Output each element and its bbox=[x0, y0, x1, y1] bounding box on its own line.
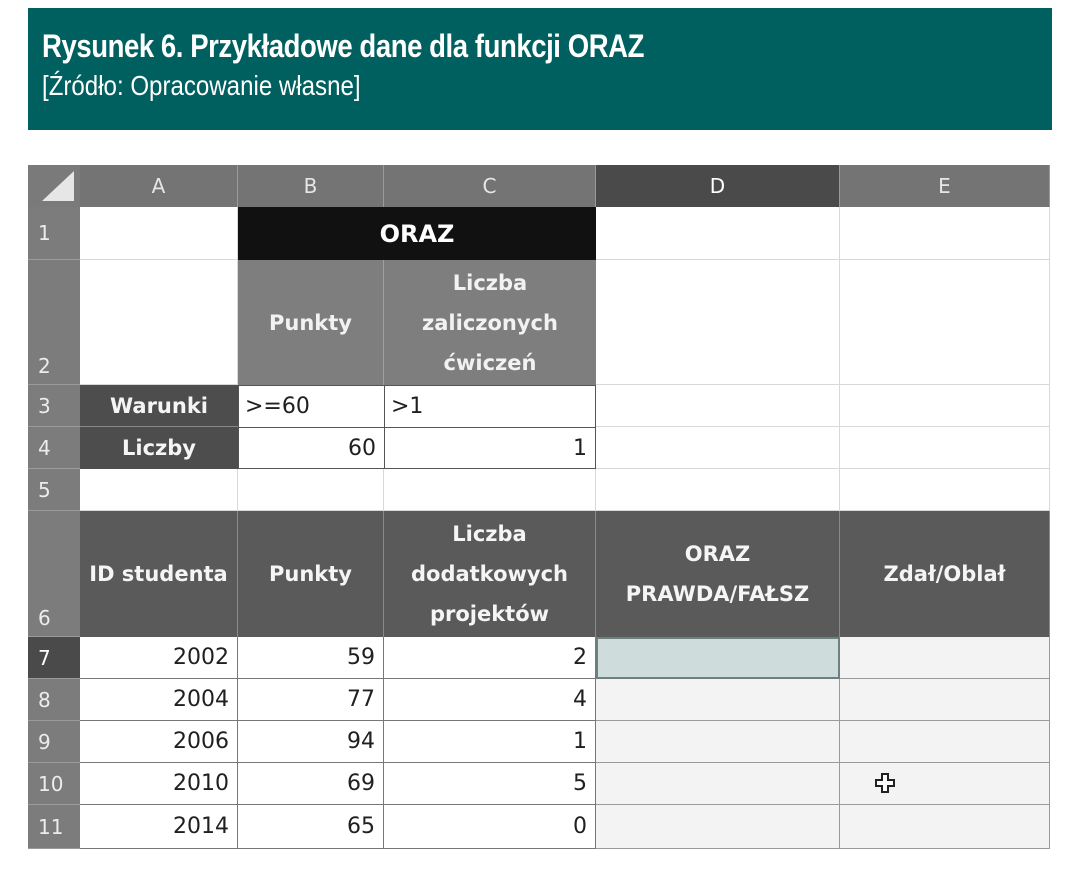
cell-e1[interactable] bbox=[840, 207, 1050, 260]
table-cell-projekty[interactable]: 0 bbox=[384, 805, 596, 849]
table-cell-oraz[interactable] bbox=[596, 805, 840, 849]
select-all-corner[interactable] bbox=[28, 165, 80, 207]
column-header-a[interactable]: A bbox=[80, 165, 238, 207]
criteria-condition-punkty[interactable]: >=60 bbox=[238, 385, 385, 428]
row-header-3[interactable]: 3 bbox=[28, 385, 80, 427]
table-cell-zdal-oblal[interactable] bbox=[840, 763, 1050, 805]
table-header-punkty[interactable]: Punkty bbox=[238, 511, 384, 637]
row-header-7[interactable]: 7 bbox=[28, 637, 80, 679]
header-line: Liczba bbox=[452, 522, 527, 546]
cell-d4[interactable] bbox=[596, 427, 840, 469]
cell-e3[interactable] bbox=[840, 385, 1050, 427]
table-header-id-studenta[interactable]: ID studenta bbox=[80, 511, 238, 637]
header-line: Liczba bbox=[452, 270, 528, 295]
header-line: dodatkowych bbox=[410, 562, 569, 586]
table-cell-id[interactable]: 2004 bbox=[80, 679, 238, 721]
table-cell-id[interactable]: 2006 bbox=[80, 721, 238, 763]
criteria-title-oraz[interactable]: ORAZ bbox=[238, 207, 596, 260]
table-cell-punkty[interactable]: 77 bbox=[238, 679, 384, 721]
cell-c5[interactable] bbox=[384, 469, 596, 511]
table-cell-zdal-oblal[interactable] bbox=[840, 679, 1050, 721]
table-cell-id[interactable]: 2014 bbox=[80, 805, 238, 849]
row-header-6[interactable]: 6 bbox=[28, 511, 80, 637]
criteria-label-liczby[interactable]: Liczby bbox=[80, 427, 238, 469]
figure-banner bbox=[28, 8, 1052, 130]
header-line: ORAZ bbox=[684, 542, 751, 566]
column-header-b[interactable]: B bbox=[238, 165, 384, 207]
table-cell-punkty[interactable]: 94 bbox=[238, 721, 384, 763]
table-cell-id[interactable]: 2010 bbox=[80, 763, 238, 805]
table-cell-projekty[interactable]: 5 bbox=[384, 763, 596, 805]
table-cell-punkty[interactable]: 65 bbox=[238, 805, 384, 849]
active-cell-d7[interactable] bbox=[596, 637, 840, 679]
criteria-value-punkty[interactable]: 60 bbox=[238, 427, 385, 469]
header-line: projektów bbox=[429, 602, 550, 626]
column-header-c[interactable]: C bbox=[384, 165, 596, 207]
cell-e4[interactable] bbox=[840, 427, 1050, 469]
cell-e2[interactable] bbox=[840, 260, 1050, 385]
cell-a5[interactable] bbox=[80, 469, 238, 511]
header-line: PRAWDA/FAŁSZ bbox=[625, 582, 810, 606]
table-cell-oraz[interactable] bbox=[596, 763, 840, 805]
criteria-header-punkty[interactable]: Punkty bbox=[238, 260, 384, 385]
table-header-oraz-prawda-falsz[interactable] bbox=[596, 511, 840, 637]
cell-e5[interactable] bbox=[840, 469, 1050, 511]
column-header-d[interactable]: D bbox=[596, 165, 840, 207]
row-header-1[interactable]: 1 bbox=[28, 207, 80, 260]
cell-d5[interactable] bbox=[596, 469, 840, 511]
table-cell-punkty[interactable]: 69 bbox=[238, 763, 384, 805]
table-cell-oraz[interactable] bbox=[596, 679, 840, 721]
cell-d3[interactable] bbox=[596, 385, 840, 427]
table-cell-oraz[interactable] bbox=[596, 721, 840, 763]
row-header-8[interactable]: 8 bbox=[28, 679, 80, 721]
criteria-header-liczba-zaliczonych[interactable] bbox=[384, 260, 596, 385]
table-cell-punkty[interactable]: 59 bbox=[238, 637, 384, 679]
table-cell-zdal-oblal[interactable] bbox=[840, 721, 1050, 763]
table-cell-zdal-oblal[interactable] bbox=[840, 637, 1050, 679]
row-header-2[interactable]: 2 bbox=[28, 260, 80, 385]
figure-source: [Źródło: Opracowanie własne] bbox=[42, 70, 361, 101]
table-header-liczba-projektow[interactable] bbox=[384, 511, 596, 637]
criteria-label-warunki[interactable]: Warunki bbox=[80, 385, 238, 427]
cell-d2[interactable] bbox=[596, 260, 840, 385]
table-cell-projekty[interactable]: 4 bbox=[384, 679, 596, 721]
criteria-value-cwiczenia[interactable]: 1 bbox=[384, 427, 596, 469]
header-line: zaliczonych bbox=[422, 310, 558, 335]
row-header-5[interactable]: 5 bbox=[28, 469, 80, 511]
cell-d1[interactable] bbox=[596, 207, 840, 260]
cell-b5[interactable] bbox=[238, 469, 384, 511]
row-header-4[interactable]: 4 bbox=[28, 427, 80, 469]
table-cell-projekty[interactable]: 2 bbox=[384, 637, 596, 679]
table-cell-zdal-oblal[interactable] bbox=[840, 805, 1050, 849]
table-header-zdal-oblal[interactable]: Zdał/Oblał bbox=[840, 511, 1050, 637]
spreadsheet bbox=[28, 165, 1050, 853]
figure-title: Rysunek 6. Przykładowe dane dla funkcji ORAZ bbox=[42, 28, 644, 64]
row-header-9[interactable]: 9 bbox=[28, 721, 80, 763]
header-line: ćwiczeń bbox=[443, 350, 537, 375]
select-all-triangle-icon bbox=[28, 165, 80, 207]
criteria-condition-cwiczenia[interactable]: >1 bbox=[384, 385, 596, 428]
row-header-10[interactable]: 10 bbox=[28, 763, 80, 805]
table-cell-id[interactable]: 2002 bbox=[80, 637, 238, 679]
cell-a2[interactable] bbox=[80, 260, 238, 385]
row-header-11[interactable]: 11 bbox=[28, 805, 80, 849]
cross-cursor-icon bbox=[874, 772, 896, 794]
cell-a1[interactable] bbox=[80, 207, 238, 260]
table-cell-projekty[interactable]: 1 bbox=[384, 721, 596, 763]
column-header-e[interactable]: E bbox=[840, 165, 1050, 207]
